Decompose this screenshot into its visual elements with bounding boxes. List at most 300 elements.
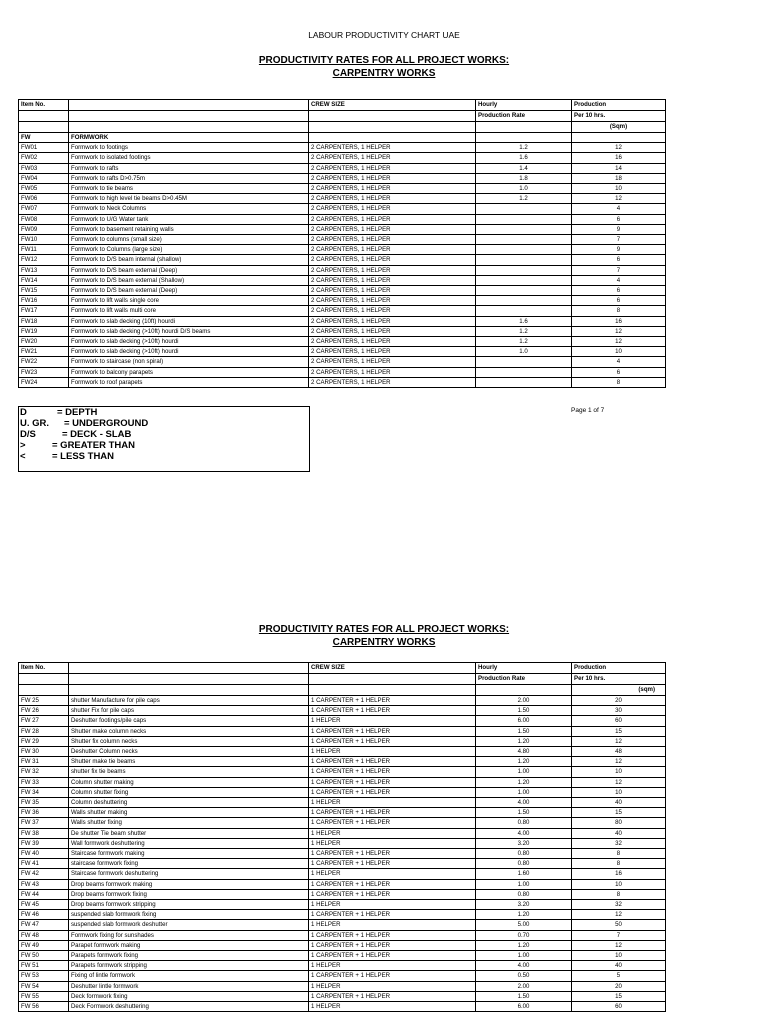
cell-crew-size: 1 HELPER — [309, 716, 476, 726]
cell-description: Formwork to rafts D>0.75m — [69, 173, 309, 183]
table-row — [19, 204, 666, 214]
table-row — [19, 153, 666, 163]
cell-hourly-rate: 1.60 — [476, 869, 572, 879]
table-header-row-2 — [19, 111, 666, 122]
cell-hourly-rate: 0.80 — [476, 859, 572, 869]
cell-production: 40 — [572, 961, 666, 971]
cell-production: 10 — [572, 347, 666, 357]
group-code: FW — [19, 133, 69, 143]
cell-hourly-rate: 1.2 — [476, 194, 572, 204]
cell-crew-size: 2 CARPENTERS, 1 HELPER — [309, 326, 476, 336]
cell-hourly-rate: 0.80 — [476, 849, 572, 859]
table-header-row-3 — [19, 122, 666, 133]
cell-crew-size: 1 CARPENTER + 1 HELPER — [309, 736, 476, 746]
cell-production: 10 — [572, 767, 666, 777]
cell-description: Deshutter lintle formwork — [69, 981, 309, 991]
cell-hourly-rate: 6.00 — [476, 1002, 572, 1012]
header-production: Production — [572, 100, 666, 111]
table-row — [19, 347, 666, 357]
cell-item-no: FW05 — [19, 184, 69, 194]
header-blank — [69, 674, 309, 685]
header-blank — [309, 685, 476, 696]
table-row — [19, 194, 666, 204]
cell-production: 10 — [572, 787, 666, 797]
cell-description: Formwork to staircase (non spiral) — [69, 357, 309, 367]
cell-description: Deck formwork fixing — [69, 991, 309, 1001]
table-row — [19, 747, 666, 757]
cell-description: Formwork to tie beams — [69, 184, 309, 194]
cell-crew-size: 2 CARPENTERS, 1 HELPER — [309, 367, 476, 377]
cell-hourly-rate: 4.80 — [476, 747, 572, 757]
header-item-no: Item No. — [19, 100, 69, 111]
cell-item-no: FW 30 — [19, 747, 69, 757]
cell-crew-size: 1 CARPENTER + 1 HELPER — [309, 767, 476, 777]
cell-crew-size: 2 CARPENTERS, 1 HELPER — [309, 163, 476, 173]
legend-key: < — [20, 451, 26, 462]
cell-production: 12 — [572, 194, 666, 204]
cell-item-no: FW 53 — [19, 971, 69, 981]
cell-crew-size: 2 CARPENTERS, 1 HELPER — [309, 214, 476, 224]
table-row — [19, 377, 666, 387]
section2-title — [0, 623, 768, 649]
cell-production: 18 — [572, 173, 666, 183]
page-number: Page 1 of 7 — [571, 407, 605, 414]
cell-hourly-rate — [476, 306, 572, 316]
cell-production: 6 — [572, 214, 666, 224]
cell-item-no: FW 29 — [19, 736, 69, 746]
table-row — [19, 696, 666, 706]
header-blank — [19, 674, 69, 685]
table-row — [19, 981, 666, 991]
cell-description: Column shutter fixing — [69, 787, 309, 797]
cell-production: 8 — [572, 859, 666, 869]
cell-crew-size: 1 HELPER — [309, 1002, 476, 1012]
cell-production: 4 — [572, 275, 666, 285]
cell-production: 12 — [572, 940, 666, 950]
group-name: FORMWORK — [69, 133, 309, 143]
header-blank — [69, 122, 309, 133]
cell-hourly-rate — [476, 235, 572, 245]
cell-production: 48 — [572, 747, 666, 757]
cell-crew-size: 1 CARPENTER + 1 HELPER — [309, 808, 476, 818]
cell-crew-size: 2 CARPENTERS, 1 HELPER — [309, 286, 476, 296]
cell-item-no: FW 42 — [19, 869, 69, 879]
legend-key: D/S — [20, 429, 36, 440]
cell-crew-size: 2 CARPENTERS, 1 HELPER — [309, 184, 476, 194]
cell-hourly-rate: 0.80 — [476, 818, 572, 828]
table-row — [19, 163, 666, 173]
cell-production: 6 — [572, 367, 666, 377]
cell-description: Parapet formwork making — [69, 940, 309, 950]
cell-crew-size: 2 CARPENTERS, 1 HELPER — [309, 224, 476, 234]
cell-item-no: FW 27 — [19, 716, 69, 726]
table-row — [19, 357, 666, 367]
legend-value: = DEPTH — [57, 407, 98, 418]
legend-value: = DECK - SLAB — [62, 429, 132, 440]
cell-item-no: FW 49 — [19, 940, 69, 950]
header-blank — [69, 111, 309, 122]
table-row — [19, 316, 666, 326]
cell-hourly-rate — [476, 224, 572, 234]
productivity-table-1 — [18, 99, 666, 388]
cell-production: 30 — [572, 706, 666, 716]
cell-hourly-rate: 1.00 — [476, 787, 572, 797]
cell-description: suspended slab formwork deshutter — [69, 920, 309, 930]
header-unit: (Sqm) — [572, 122, 666, 133]
cell-crew-size: 1 HELPER — [309, 798, 476, 808]
cell-item-no: FW 45 — [19, 900, 69, 910]
cell-description: Formwork to Columns (large size) — [69, 245, 309, 255]
cell-description: Formwork to D/S beam internal (shallow) — [69, 255, 309, 265]
header-blank — [309, 122, 476, 133]
cell-description: Formwork to footings — [69, 143, 309, 153]
cell-hourly-rate: 1.00 — [476, 951, 572, 961]
cell-crew-size: 2 CARPENTERS, 1 HELPER — [309, 194, 476, 204]
header-blank — [309, 674, 476, 685]
cell-item-no: FW 54 — [19, 981, 69, 991]
table-row — [19, 808, 666, 818]
cell-item-no: FW 31 — [19, 757, 69, 767]
cell-item-no: FW23 — [19, 367, 69, 377]
cell-production: 32 — [572, 838, 666, 848]
cell-item-no: FW24 — [19, 377, 69, 387]
cell-production: 8 — [572, 306, 666, 316]
header-description — [69, 663, 309, 674]
cell-item-no: FW04 — [19, 173, 69, 183]
table-row — [19, 265, 666, 275]
table-row — [19, 326, 666, 336]
group-row — [19, 133, 666, 143]
cell-production: 12 — [572, 777, 666, 787]
cell-crew-size: 1 CARPENTER + 1 HELPER — [309, 951, 476, 961]
legend-key: D — [20, 407, 27, 418]
cell-production: 8 — [572, 889, 666, 899]
cell-crew-size: 1 CARPENTER + 1 HELPER — [309, 777, 476, 787]
cell-description: Formwork to isolated footings — [69, 153, 309, 163]
cell-hourly-rate — [476, 296, 572, 306]
cell-item-no: FW12 — [19, 255, 69, 265]
cell-hourly-rate: 0.70 — [476, 930, 572, 940]
cell-description: Staircase formwork making — [69, 849, 309, 859]
cell-description: Formwork to slab decking (10ft) hourdi — [69, 316, 309, 326]
cell-production: 8 — [572, 377, 666, 387]
cell-item-no: FW 37 — [19, 818, 69, 828]
table-row — [19, 184, 666, 194]
cell-description: shutter fix tie beams — [69, 767, 309, 777]
cell-crew-size: 2 CARPENTERS, 1 HELPER — [309, 275, 476, 285]
cell-item-no: FW22 — [19, 357, 69, 367]
cell-hourly-rate: 1.6 — [476, 153, 572, 163]
cell-crew-size: 1 CARPENTER + 1 HELPER — [309, 757, 476, 767]
table-header-row-2 — [19, 674, 666, 685]
legend-value: = GREATER THAN — [52, 440, 135, 451]
cell-crew-size: 2 CARPENTERS, 1 HELPER — [309, 377, 476, 387]
table-row — [19, 940, 666, 950]
table-row — [19, 275, 666, 285]
header-crew-size: CREW SIZE — [309, 663, 476, 674]
header-production-rate: Production Rate — [476, 111, 572, 122]
cell-item-no: FW 44 — [19, 889, 69, 899]
cell-item-no: FW 41 — [19, 859, 69, 869]
cell-description: Staircase formwork deshuttering — [69, 869, 309, 879]
cell-crew-size: 1 CARPENTER + 1 HELPER — [309, 889, 476, 899]
cell-crew-size: 1 CARPENTER + 1 HELPER — [309, 849, 476, 859]
cell-production: 20 — [572, 696, 666, 706]
cell-hourly-rate: 3.20 — [476, 838, 572, 848]
cell-hourly-rate: 5.00 — [476, 920, 572, 930]
section1-title-line2: CARPENTRY WORKS — [332, 68, 436, 79]
cell-production: 4 — [572, 357, 666, 367]
cell-crew-size: 1 CARPENTER + 1 HELPER — [309, 706, 476, 716]
cell-crew-size: 1 HELPER — [309, 900, 476, 910]
cell-crew-size: 2 CARPENTERS, 1 HELPER — [309, 143, 476, 153]
cell-production: 16 — [572, 316, 666, 326]
table-row — [19, 235, 666, 245]
cell-hourly-rate — [476, 275, 572, 285]
cell-description: Deck Formwork deshuttering — [69, 1002, 309, 1012]
table-row — [19, 726, 666, 736]
cell-description: Formwork to D/S beam external (Deep) — [69, 265, 309, 275]
header-hourly: Hourly — [476, 100, 572, 111]
cell-crew-size: 1 CARPENTER + 1 HELPER — [309, 879, 476, 889]
cell-description: Shutter make column necks — [69, 726, 309, 736]
cell-item-no: FW20 — [19, 337, 69, 347]
cell-hourly-rate: 1.2 — [476, 337, 572, 347]
cell-description: Parapets formwork stripping — [69, 961, 309, 971]
cell-production: 10 — [572, 184, 666, 194]
cell-description: Formwork to Neck Columns — [69, 204, 309, 214]
table-row — [19, 306, 666, 316]
cell-item-no: FW07 — [19, 204, 69, 214]
cell-hourly-rate: 1.50 — [476, 808, 572, 818]
cell-production: 10 — [572, 879, 666, 889]
cell-production: 6 — [572, 255, 666, 265]
table-row — [19, 849, 666, 859]
cell-production: 8 — [572, 849, 666, 859]
cell-crew-size: 1 HELPER — [309, 828, 476, 838]
cell-description: Formwork to lift walls single core — [69, 296, 309, 306]
cell-production: 9 — [572, 245, 666, 255]
cell-description: Walls shutter making — [69, 808, 309, 818]
cell-production: 60 — [572, 1002, 666, 1012]
cell-item-no: FW 32 — [19, 767, 69, 777]
cell-crew-size: 1 HELPER — [309, 981, 476, 991]
abbreviation-legend — [18, 406, 310, 472]
cell-crew-size: 1 CARPENTER + 1 HELPER — [309, 696, 476, 706]
table-row — [19, 767, 666, 777]
cell-item-no: FW08 — [19, 214, 69, 224]
cell-description: Formwork to D/S beam external (Shallow) — [69, 275, 309, 285]
cell-production: 15 — [572, 991, 666, 1001]
cell-crew-size: 1 CARPENTER + 1 HELPER — [309, 859, 476, 869]
table-row — [19, 889, 666, 899]
cell-production: 50 — [572, 920, 666, 930]
cell-item-no: FW 56 — [19, 1002, 69, 1012]
cell-production: 12 — [572, 337, 666, 347]
productivity-table-2 — [18, 662, 666, 1012]
header-production: Production — [572, 663, 666, 674]
cell-hourly-rate: 1.20 — [476, 777, 572, 787]
cell-crew-size: 2 CARPENTERS, 1 HELPER — [309, 265, 476, 275]
cell-production: 32 — [572, 900, 666, 910]
cell-description: Formwork to lift walls multi core — [69, 306, 309, 316]
cell-crew-size: 1 HELPER — [309, 838, 476, 848]
table-row — [19, 838, 666, 848]
cell-production: 7 — [572, 235, 666, 245]
cell-item-no: FW19 — [19, 326, 69, 336]
header-blank — [476, 122, 572, 133]
table-row — [19, 255, 666, 265]
cell-crew-size: 1 HELPER — [309, 920, 476, 930]
table-row — [19, 214, 666, 224]
table-row — [19, 900, 666, 910]
header-blank — [69, 685, 309, 696]
cell-production: 10 — [572, 951, 666, 961]
table-row — [19, 716, 666, 726]
cell-description: Formwork to slab decking (>10ft) hourdi — [69, 337, 309, 347]
cell-hourly-rate: 1.8 — [476, 173, 572, 183]
table-row — [19, 1002, 666, 1012]
table-row — [19, 224, 666, 234]
cell-crew-size: 2 CARPENTERS, 1 HELPER — [309, 296, 476, 306]
legend-value: = LESS THAN — [52, 451, 115, 462]
cell-description: shutter Manufacture for pile caps — [69, 696, 309, 706]
cell-production: 7 — [572, 930, 666, 940]
cell-hourly-rate: 1.6 — [476, 316, 572, 326]
cell-item-no: FW 28 — [19, 726, 69, 736]
cell-hourly-rate: 1.20 — [476, 736, 572, 746]
cell-hourly-rate: 1.50 — [476, 726, 572, 736]
header-per-10-hrs: Per 10 hrs. — [572, 674, 666, 685]
cell-crew-size: 1 CARPENTER + 1 HELPER — [309, 910, 476, 920]
cell-production: 5 — [572, 971, 666, 981]
cell-item-no: FW 50 — [19, 951, 69, 961]
cell-item-no: FW02 — [19, 153, 69, 163]
cell-description: Fixing of lintle formwork — [69, 971, 309, 981]
cell-description: suspended slab formwork fixing — [69, 910, 309, 920]
table-row — [19, 818, 666, 828]
cell-hourly-rate: 1.00 — [476, 879, 572, 889]
cell-crew-size: 2 CARPENTERS, 1 HELPER — [309, 204, 476, 214]
table-row — [19, 971, 666, 981]
cell-hourly-rate — [476, 255, 572, 265]
table-row — [19, 859, 666, 869]
cell-item-no: FW 43 — [19, 879, 69, 889]
cell-hourly-rate: 1.20 — [476, 910, 572, 920]
header-hourly: Hourly — [476, 663, 572, 674]
legend-value: = UNDERGROUND — [64, 418, 149, 429]
cell-crew-size: 1 HELPER — [309, 747, 476, 757]
table-row — [19, 173, 666, 183]
cell-hourly-rate: 1.20 — [476, 940, 572, 950]
cell-hourly-rate: 4.00 — [476, 961, 572, 971]
cell-production: 6 — [572, 286, 666, 296]
cell-hourly-rate: 2.00 — [476, 981, 572, 991]
cell-item-no: FW 26 — [19, 706, 69, 716]
cell-hourly-rate: 1.2 — [476, 326, 572, 336]
cell-item-no: FW21 — [19, 347, 69, 357]
cell-production: 15 — [572, 808, 666, 818]
cell-crew-size: 1 CARPENTER + 1 HELPER — [309, 940, 476, 950]
header-blank — [476, 685, 572, 696]
cell-item-no: FW 47 — [19, 920, 69, 930]
table-row — [19, 286, 666, 296]
table-row — [19, 961, 666, 971]
cell-production: 12 — [572, 910, 666, 920]
header-item-no: Item No. — [19, 663, 69, 674]
cell-crew-size: 1 CARPENTER + 1 HELPER — [309, 787, 476, 797]
cell-hourly-rate — [476, 367, 572, 377]
cell-production: 15 — [572, 726, 666, 736]
cell-description: Deshutter Column necks — [69, 747, 309, 757]
cell-item-no: FW 25 — [19, 696, 69, 706]
cell-item-no: FW18 — [19, 316, 69, 326]
section1-title-line1: PRODUCTIVITY RATES FOR ALL PROJECT WORKS: — [258, 55, 510, 66]
header-blank — [19, 111, 69, 122]
table-header-row — [19, 663, 666, 674]
cell-hourly-rate — [476, 204, 572, 214]
cell-crew-size: 2 CARPENTERS, 1 HELPER — [309, 337, 476, 347]
table-row — [19, 706, 666, 716]
cell-description: Formwork to high level tie beams D>0.45M — [69, 194, 309, 204]
section2-title-line1: PRODUCTIVITY RATES FOR ALL PROJECT WORKS: — [258, 624, 510, 635]
cell-hourly-rate: 3.20 — [476, 900, 572, 910]
cell-item-no: FW 40 — [19, 849, 69, 859]
cell-hourly-rate — [476, 377, 572, 387]
cell-item-no: FW03 — [19, 163, 69, 173]
table-row — [19, 367, 666, 377]
cell-production: 12 — [572, 326, 666, 336]
cell-item-no: FW 46 — [19, 910, 69, 920]
table-row — [19, 951, 666, 961]
cell-production: 16 — [572, 153, 666, 163]
header-blank — [309, 111, 476, 122]
cell-item-no: FW 51 — [19, 961, 69, 971]
cell-crew-size: 2 CARPENTERS, 1 HELPER — [309, 245, 476, 255]
table-header-row — [19, 100, 666, 111]
cell-crew-size: 1 CARPENTER + 1 HELPER — [309, 991, 476, 1001]
cell-production: 20 — [572, 981, 666, 991]
cell-crew-size: 2 CARPENTERS, 1 HELPER — [309, 173, 476, 183]
cell-crew-size: 2 CARPENTERS, 1 HELPER — [309, 255, 476, 265]
table-row — [19, 143, 666, 153]
cell-item-no: FW16 — [19, 296, 69, 306]
cell-production: 12 — [572, 143, 666, 153]
table-row — [19, 787, 666, 797]
cell-description: Column deshuttering — [69, 798, 309, 808]
table-row — [19, 736, 666, 746]
cell-item-no: FW 35 — [19, 798, 69, 808]
table-row — [19, 777, 666, 787]
cell-production: 12 — [572, 736, 666, 746]
header-blank — [19, 685, 69, 696]
section2-title-line2: CARPENTRY WORKS — [332, 637, 436, 648]
cell-item-no: FW 36 — [19, 808, 69, 818]
header-blank — [19, 122, 69, 133]
cell-hourly-rate — [476, 286, 572, 296]
table-row — [19, 879, 666, 889]
table-row — [19, 757, 666, 767]
section1-title — [0, 54, 768, 80]
cell-hourly-rate: 4.00 — [476, 828, 572, 838]
cell-crew-size: 2 CARPENTERS, 1 HELPER — [309, 347, 476, 357]
header-unit: (sqm) — [572, 685, 666, 696]
document-title: LABOUR PRODUCTIVITY CHART UAE — [308, 30, 460, 40]
cell-description: Formwork to roof parapets — [69, 377, 309, 387]
cell-hourly-rate: 1.20 — [476, 757, 572, 767]
cell-item-no: FW10 — [19, 235, 69, 245]
cell-item-no: FW 38 — [19, 828, 69, 838]
